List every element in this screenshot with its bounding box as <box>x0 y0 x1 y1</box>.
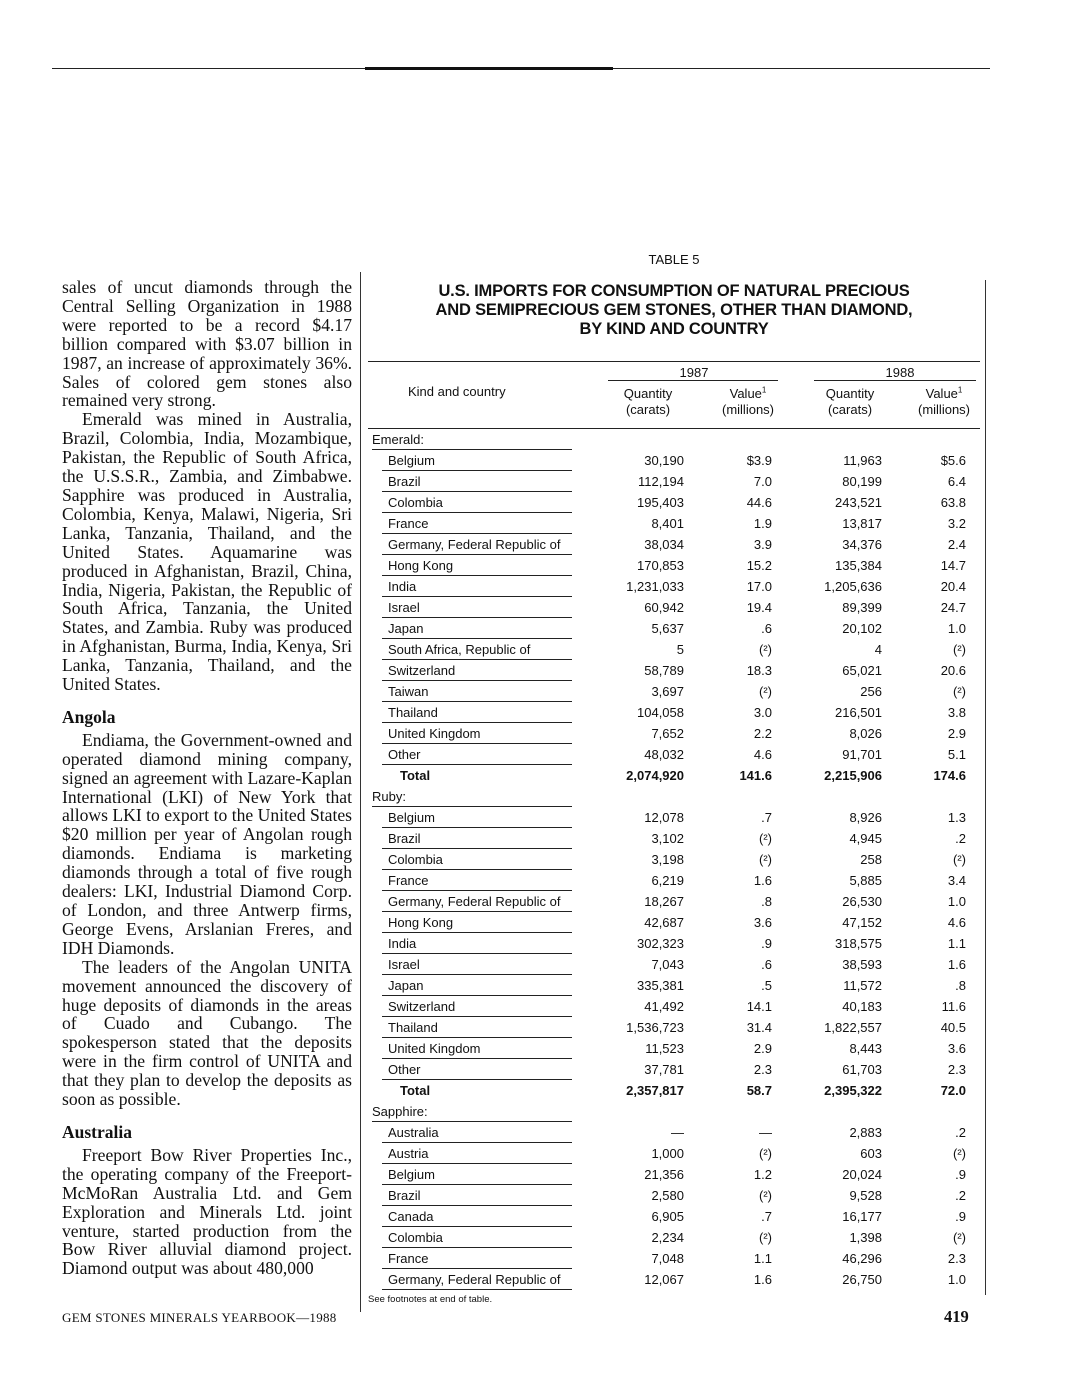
cell-quantity-1988: 38,593 <box>842 957 882 972</box>
table-row <box>368 975 980 996</box>
cell-value-1988: 72.0 <box>940 1083 966 1098</box>
row-label: Israel <box>388 600 420 615</box>
cell-quantity-1988: 11,572 <box>843 978 882 993</box>
cell-quantity-1987: 30,190 <box>644 453 684 468</box>
table-label: TABLE 5 <box>648 252 700 267</box>
cell-quantity-1988: 4,945 <box>849 831 882 846</box>
row-label: Germany, Federal Republic of <box>388 537 561 552</box>
cell-quantity-1987: 11,523 <box>645 1041 684 1056</box>
paragraph-mining: Emerald was mined in Australia, Brazil, Colombia, India, Mozambique, Pakistan, the Republic of South Africa, the U.S.S.R., Zambia, and Zimbabwe. Sapphire was produced in Australia, Colombia, Kenya, Malawi, Nigeria, Sri Lanka, Tanzania, Thailand, and the United States. Aquamarine was produced in Afghanistan, Brazil, China, India, Nigeria, Pakistan, the Republic of South Africa, Tanzania, the United States, and Zambia. Ruby was produced in Afghanistan, Burma, India, Kenya, Sri Lanka, Tanzania, Thailand, and the United States. <box>62 409 352 695</box>
cell-value-1987: (²) <box>759 852 772 867</box>
cell-quantity-1987: 5 <box>676 642 684 657</box>
row-label: Brazil <box>388 1188 421 1203</box>
cell-quantity-1988: 603 <box>860 1146 882 1161</box>
header-year-1987: 1987 <box>679 365 709 380</box>
cell-quantity-1988: 9,528 <box>849 1188 882 1203</box>
cell-quantity-1987: 6,905 <box>651 1209 684 1224</box>
cell-quantity-1988: 40,183 <box>842 999 882 1014</box>
cell-quantity-1988: 2,395,322 <box>824 1083 882 1098</box>
cell-value-1988: 14.7 <box>940 558 966 573</box>
cell-quantity-1988: 46,296 <box>842 1251 882 1266</box>
cell-value-1987: .7 <box>761 810 772 825</box>
cell-value-1987: 14.1 <box>746 999 772 1014</box>
cell-quantity-1987: 42,687 <box>644 915 684 930</box>
row-label: Belgium <box>388 810 435 825</box>
cell-quantity-1987: 3,697 <box>651 684 684 699</box>
row-label: Other <box>388 1062 421 1077</box>
cell-value-1988: .9 <box>955 1167 966 1182</box>
cell-value-1987: (²) <box>759 1230 772 1245</box>
cell-quantity-1987: 170,853 <box>637 558 684 573</box>
table-row <box>368 555 980 576</box>
cell-quantity-1988: 2,215,906 <box>824 768 882 783</box>
header-year-rule <box>814 380 976 381</box>
table-row <box>368 1164 980 1185</box>
cell-value-1987: 18.3 <box>746 663 772 678</box>
table-row <box>368 702 980 723</box>
cell-value-1988: 20.4 <box>940 579 966 594</box>
cell-value-1988: 3.6 <box>947 1041 966 1056</box>
row-label: United Kingdom <box>388 726 481 741</box>
cell-value-1988: 2.4 <box>947 537 966 552</box>
header-quantity-label: Quantity <box>825 386 875 401</box>
cell-quantity-1988: 256 <box>860 684 882 699</box>
page-number: 419 <box>944 1307 969 1326</box>
header-kind-country: Kind and country <box>408 384 506 399</box>
row-label: Austria <box>388 1146 429 1161</box>
table-row <box>368 1248 980 1269</box>
table-row <box>368 954 980 975</box>
cell-quantity-1987: 6,219 <box>651 873 684 888</box>
cell-value-1988: 2.9 <box>947 726 966 741</box>
cell-value-1988: 1.0 <box>947 621 966 636</box>
left-column-text <box>62 278 352 1278</box>
row-label: Other <box>388 747 421 762</box>
table-row <box>368 576 980 597</box>
row-label: Switzerland <box>388 663 456 678</box>
table-row <box>368 534 980 555</box>
cell-quantity-1987: 38,034 <box>644 537 684 552</box>
cell-quantity-1988: 26,530 <box>842 894 882 909</box>
cell-value-1987: 31.4 <box>746 1020 772 1035</box>
cell-value-1987: 1.6 <box>753 873 772 888</box>
table-row <box>368 723 980 744</box>
row-label: Emerald: <box>372 432 425 447</box>
cell-value-1988: $5.6 <box>940 453 966 468</box>
table-row <box>368 849 980 870</box>
cell-quantity-1987: 21,356 <box>644 1167 684 1182</box>
row-label: France <box>388 516 429 531</box>
row-label: Switzerland <box>388 999 456 1014</box>
cell-value-1988: 3.4 <box>947 873 966 888</box>
cell-value-1987: (²) <box>759 684 772 699</box>
cell-quantity-1988: 20,102 <box>842 621 882 636</box>
table-row <box>368 891 980 912</box>
cell-quantity-1988: 1,822,557 <box>824 1020 882 1035</box>
row-leader-rule <box>382 1289 572 1290</box>
table-row <box>368 618 980 639</box>
cell-value-1987: 1.2 <box>753 1167 772 1182</box>
cell-value-1988: 6.4 <box>947 474 966 489</box>
cell-quantity-1987: 3,102 <box>651 831 684 846</box>
table-row <box>368 1206 980 1227</box>
cell-quantity-1988: 258 <box>860 852 882 867</box>
table-row <box>368 1143 980 1164</box>
row-label: France <box>388 1251 429 1266</box>
table-title-line: BY KIND AND COUNTRY <box>579 320 769 338</box>
table-row <box>368 513 980 534</box>
table-row <box>368 1227 980 1248</box>
header-year-1988: 1988 <box>885 365 915 380</box>
cell-quantity-1987: 12,067 <box>644 1272 684 1287</box>
table-row <box>368 1185 980 1206</box>
header-value-unit: (millions) <box>722 402 774 417</box>
cell-quantity-1987: 41,492 <box>644 999 684 1014</box>
cell-quantity-1987: 7,043 <box>651 957 684 972</box>
row-label: South Africa, Republic of <box>388 642 531 657</box>
cell-value-1988: 5.1 <box>947 747 966 762</box>
header-value-unit: (millions) <box>918 402 970 417</box>
cell-value-1988: 3.2 <box>947 516 966 531</box>
cell-value-1988: 1.0 <box>947 894 966 909</box>
top-rule-accent <box>365 67 613 70</box>
cell-value-1988: 40.5 <box>940 1020 966 1035</box>
cell-value-1987: 1.1 <box>753 1251 772 1266</box>
table-row <box>368 1017 980 1038</box>
cell-quantity-1988: 2,883 <box>849 1125 882 1140</box>
cell-value-1987: (²) <box>759 642 772 657</box>
cell-quantity-1987: 112,194 <box>637 474 684 489</box>
table-row <box>368 996 980 1017</box>
cell-value-1987: 1.9 <box>753 516 772 531</box>
row-label: Colombia <box>388 852 443 867</box>
cell-value-1988: 1.3 <box>947 810 966 825</box>
cell-quantity-1988: 89,399 <box>842 600 882 615</box>
header-quantity-1987 <box>612 386 684 418</box>
cell-value-1988: 1.0 <box>947 1272 966 1287</box>
cell-quantity-1988: 243,521 <box>835 495 882 510</box>
row-label: Brazil <box>388 474 421 489</box>
table-row <box>368 933 980 954</box>
cell-quantity-1988: 20,024 <box>842 1167 882 1182</box>
table-row <box>368 1059 980 1080</box>
header-value-1987 <box>712 386 784 418</box>
cell-value-1987: — <box>759 1125 772 1140</box>
cell-quantity-1987: 7,048 <box>651 1251 684 1266</box>
cell-value-1987: (²) <box>759 1188 772 1203</box>
table-row <box>368 660 980 681</box>
cell-value-1988: .2 <box>955 1188 966 1203</box>
cell-quantity-1988: 80,199 <box>842 474 882 489</box>
gem-imports-table <box>368 252 980 1305</box>
cell-value-1987: $3.9 <box>746 453 772 468</box>
cell-value-1988: 2.3 <box>947 1062 966 1077</box>
column-divider <box>360 272 361 1312</box>
cell-value-1988: .8 <box>955 978 966 993</box>
header-value-label: Value$^1$ <box>925 385 963 401</box>
cell-value-1988: (²) <box>953 642 966 657</box>
cell-value-1987: 2.3 <box>753 1062 772 1077</box>
cell-quantity-1988: 47,152 <box>842 915 882 930</box>
cell-value-1987: .5 <box>761 978 772 993</box>
cell-quantity-1988: 4 <box>874 642 882 657</box>
table-row <box>368 912 980 933</box>
cell-quantity-1987: 1,231,033 <box>626 579 684 594</box>
cell-value-1988: 20.6 <box>940 663 966 678</box>
row-label: Sapphire: <box>372 1104 428 1119</box>
row-label: France <box>388 873 429 888</box>
row-label: Total <box>400 768 431 783</box>
cell-value-1987: 17.0 <box>746 579 772 594</box>
cell-quantity-1987: 335,381 <box>637 978 684 993</box>
paragraph-sales: sales of uncut diamonds through the Central Selling Organization in 1988 were reported to be a record $4.17 billion compared with $3.07 billion in 1987, an increase of approximately 36%. Sales of colored gem stones also remained very strong. <box>62 277 352 411</box>
cell-quantity-1988: 8,443 <box>849 1041 882 1056</box>
table-group-row <box>368 1101 980 1122</box>
cell-value-1987: 141.6 <box>739 768 772 783</box>
cell-quantity-1988: 34,376 <box>842 537 882 552</box>
table-row <box>368 471 980 492</box>
row-label: Ruby: <box>372 789 406 804</box>
cell-quantity-1987: 5,637 <box>651 621 684 636</box>
table-group-row <box>368 429 980 450</box>
table-row <box>368 597 980 618</box>
heading-angola: Angola <box>62 706 116 727</box>
paragraph-freeport: Freeport Bow River Properties Inc., the operating company of the Freeport-McMoRan Australia Ltd. and Gem Exploration and Minerals Ltd. joint venture, started production from the Bow River alluvial diamond project. Diamond output was about 480,000 <box>62 1144 352 1279</box>
row-label: Thailand <box>388 705 438 720</box>
cell-quantity-1987: 18,267 <box>644 894 684 909</box>
header-quantity-unit: (carats) <box>827 402 873 417</box>
cell-value-1987: .6 <box>761 621 772 636</box>
cell-value-1988: (²) <box>953 852 966 867</box>
table-title-line: U.S. IMPORTS FOR CONSUMPTION OF NATURAL PRECIOUS <box>438 282 910 300</box>
row-label: Hong Kong <box>388 558 454 573</box>
cell-value-1987: .6 <box>761 957 772 972</box>
cell-quantity-1988: 216,501 <box>835 705 882 720</box>
table-row <box>368 450 980 471</box>
cell-value-1987: .9 <box>761 936 772 951</box>
cell-quantity-1987: — <box>671 1125 684 1140</box>
footer-publication: GEM STONES MINERALS YEARBOOK—1988 <box>62 1310 337 1325</box>
row-label: Thailand <box>388 1020 438 1035</box>
row-label: Japan <box>388 978 424 993</box>
cell-value-1988: 11.6 <box>941 999 966 1014</box>
row-label: Belgium <box>388 453 435 468</box>
table-footnote: See footnotes at end of table. <box>368 1294 493 1305</box>
cell-value-1988: 1.1 <box>947 936 966 951</box>
cell-quantity-1988: 8,926 <box>849 810 882 825</box>
cell-quantity-1987: 2,357,817 <box>626 1083 684 1098</box>
cell-value-1987: 2.2 <box>753 726 772 741</box>
cell-value-1987: 2.9 <box>753 1041 772 1056</box>
cell-value-1987: .8 <box>761 894 772 909</box>
cell-quantity-1987: 58,789 <box>644 663 684 678</box>
row-label: United Kingdom <box>388 1041 481 1056</box>
cell-quantity-1988: 318,575 <box>835 936 882 951</box>
table-row <box>368 1269 980 1290</box>
row-label: Brazil <box>388 831 421 846</box>
row-label: Colombia <box>388 1230 443 1245</box>
cell-quantity-1987: 8,401 <box>651 516 684 531</box>
table-header <box>368 361 980 429</box>
cell-quantity-1987: 2,580 <box>651 1188 684 1203</box>
row-label: Israel <box>388 957 420 972</box>
cell-value-1988: 174.6 <box>933 768 966 783</box>
cell-value-1987: 3.9 <box>753 537 772 552</box>
row-label: Germany, Federal Republic of <box>388 1272 561 1287</box>
paragraph-unita: The leaders of the Angolan UNITA movement announced the discovery of huge deposits of diamonds in the areas of Cuado and Cubango. The spokesperson stated that the deposits were in the firm control of UNITA and that they plan to develop the deposits as soon as possible. <box>62 956 352 1110</box>
row-label: Japan <box>388 621 424 636</box>
row-label: Canada <box>388 1209 434 1224</box>
row-label: Belgium <box>388 1167 435 1182</box>
row-label: Total <box>400 1083 431 1098</box>
table-row <box>368 1038 980 1059</box>
table-row <box>368 807 980 828</box>
table-total-row <box>368 765 980 786</box>
cell-value-1987: 7.0 <box>753 474 772 489</box>
row-label: Taiwan <box>388 684 429 699</box>
cell-quantity-1987: 1,000 <box>651 1146 684 1161</box>
header-value-label: Value$^1$ <box>729 385 767 401</box>
table-total-row <box>368 1080 980 1101</box>
header-year-rule <box>608 380 778 381</box>
cell-value-1988: (²) <box>953 684 966 699</box>
header-quantity-unit: (carats) <box>625 402 671 417</box>
table-row <box>368 1122 980 1143</box>
row-label: Australia <box>388 1125 439 1140</box>
cell-value-1987: 19.4 <box>746 600 772 615</box>
paragraph-endiama: Endiama, the Government-owned and operated diamond mining company, signed an agreement with Lazare-Kaplan International (LKI) of New York that allows LKI to export to the United States $20 million per year of Angolan rough diamonds. Endiama is marketing diamonds through a total of five rough dealers: LKI, Industrial Diamond Corp. of London, and three Antwerp firms, George Evens, Arslanian Freres, and IDH Diamonds. <box>62 729 352 958</box>
cell-value-1987: 1.6 <box>753 1272 772 1287</box>
header-value-1988 <box>908 386 980 418</box>
cell-value-1988: 24.7 <box>940 600 966 615</box>
cell-quantity-1988: 5,885 <box>849 873 882 888</box>
cell-value-1987: 3.0 <box>753 705 772 720</box>
cell-quantity-1987: 12,078 <box>644 810 684 825</box>
cell-quantity-1988: 61,703 <box>842 1062 882 1077</box>
cell-quantity-1988: 8,026 <box>849 726 882 741</box>
cell-value-1988: 63.8 <box>940 495 966 510</box>
cell-value-1987: (²) <box>759 1146 772 1161</box>
cell-value-1987: 58.7 <box>746 1083 772 1098</box>
cell-quantity-1988: 1,205,636 <box>824 579 882 594</box>
header-quantity-1988 <box>814 386 886 418</box>
cell-value-1987: 3.6 <box>753 915 772 930</box>
cell-quantity-1988: 11,963 <box>843 453 882 468</box>
cell-value-1987: 44.6 <box>746 495 772 510</box>
cell-value-1987: 4.6 <box>753 747 772 762</box>
cell-value-1987: .7 <box>761 1209 772 1224</box>
cell-quantity-1987: 104,058 <box>637 705 684 720</box>
cell-value-1988: 2.3 <box>947 1251 966 1266</box>
cell-value-1988: .2 <box>955 1125 966 1140</box>
cell-quantity-1987: 37,781 <box>644 1062 684 1077</box>
table-row <box>368 744 980 765</box>
cell-value-1988: 1.6 <box>947 957 966 972</box>
cell-quantity-1987: 302,323 <box>637 936 684 951</box>
cell-quantity-1987: 60,942 <box>644 600 684 615</box>
cell-quantity-1988: 135,384 <box>835 558 882 573</box>
table-row <box>368 681 980 702</box>
cell-quantity-1987: 1,536,723 <box>626 1020 684 1035</box>
cell-value-1987: (²) <box>759 831 772 846</box>
row-label: Germany, Federal Republic of <box>388 894 561 909</box>
cell-quantity-1987: 195,403 <box>637 495 684 510</box>
cell-value-1988: 4.6 <box>947 915 966 930</box>
row-label: Hong Kong <box>388 915 454 930</box>
cell-quantity-1987: 48,032 <box>644 747 684 762</box>
cell-quantity-1988: 26,750 <box>842 1272 882 1287</box>
cell-value-1987: 15.2 <box>746 558 772 573</box>
row-label: India <box>388 936 417 951</box>
table-right-rule <box>985 280 986 1295</box>
row-label: Colombia <box>388 495 443 510</box>
table-row <box>368 870 980 891</box>
table-body <box>368 429 980 1290</box>
header-quantity-label: Quantity <box>623 386 673 401</box>
heading-australia: Australia <box>62 1121 132 1142</box>
cell-quantity-1987: 2,234 <box>651 1230 684 1245</box>
cell-value-1988: 3.8 <box>947 705 966 720</box>
cell-value-1988: .9 <box>955 1209 966 1224</box>
cell-quantity-1988: 91,701 <box>842 747 882 762</box>
cell-quantity-1987: 3,198 <box>651 852 684 867</box>
table-row <box>368 828 980 849</box>
table-group-row <box>368 786 980 807</box>
cell-quantity-1988: 65,021 <box>842 663 882 678</box>
cell-quantity-1988: 1,398 <box>849 1230 882 1245</box>
row-label: India <box>388 579 417 594</box>
cell-quantity-1987: 2,074,920 <box>626 768 684 783</box>
cell-quantity-1988: 13,817 <box>842 516 882 531</box>
cell-quantity-1988: 16,177 <box>842 1209 882 1224</box>
table-row <box>368 639 980 660</box>
table-title <box>368 282 980 339</box>
table-title-line: AND SEMIPRECIOUS GEM STONES, OTHER THAN DIAMOND, <box>435 301 913 319</box>
cell-quantity-1987: 7,652 <box>651 726 684 741</box>
cell-value-1988: (²) <box>953 1230 966 1245</box>
cell-value-1988: (²) <box>953 1146 966 1161</box>
cell-value-1988: .2 <box>955 831 966 846</box>
table-row <box>368 492 980 513</box>
